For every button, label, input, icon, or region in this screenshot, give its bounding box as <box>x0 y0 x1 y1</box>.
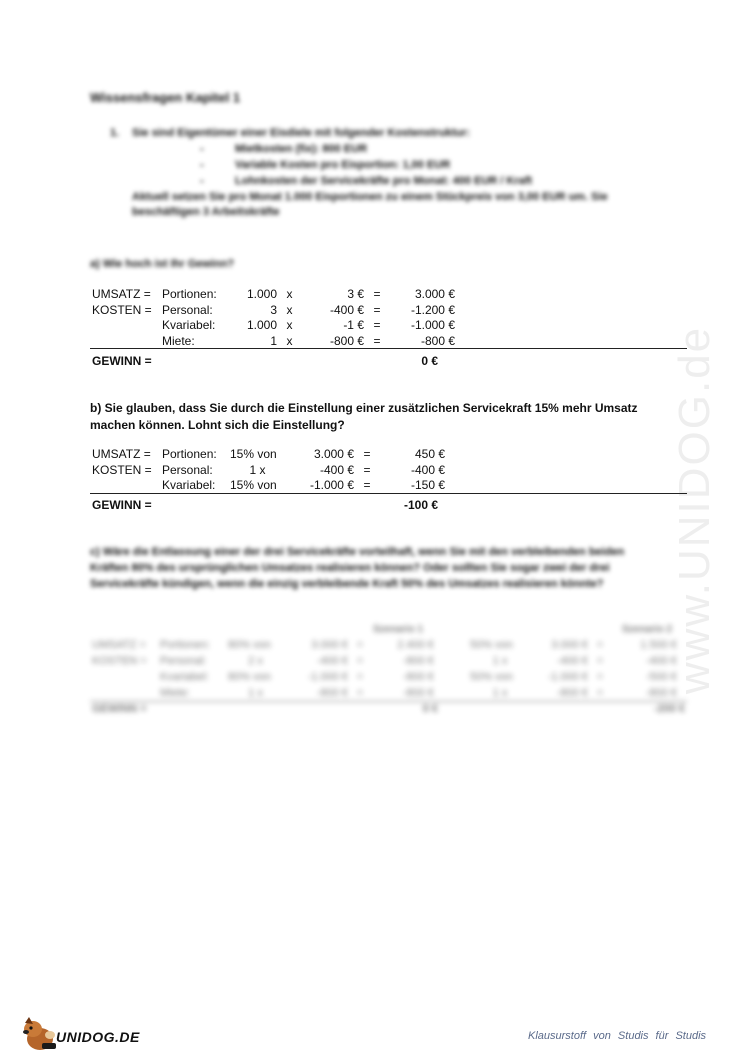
row-qty: 15% von <box>230 446 277 461</box>
row-val: -800 € <box>329 333 364 348</box>
gewinn-label: GEWINN = <box>92 354 152 368</box>
row-desc: Kvariabel: <box>160 671 209 683</box>
row-eq: = <box>356 687 364 699</box>
row-desc: Miete: <box>162 333 195 348</box>
row-desc: Personal: <box>160 655 207 667</box>
row-qty: 1.000 <box>246 286 277 301</box>
table-row <box>92 462 445 478</box>
row-res: -800 € <box>420 333 455 348</box>
question-intro: Sie sind Eigentümer einer Eisdiele mit folgender Kostenstruktur: <box>132 127 471 139</box>
row-op: x <box>286 318 293 333</box>
table-row <box>92 477 445 493</box>
row-qty: 1 x <box>248 687 263 699</box>
row-qty: 1 x <box>492 687 508 699</box>
logo-text: UNIDOG.DE <box>56 1029 140 1045</box>
row-val: -800 € <box>556 687 588 699</box>
gewinn-value-2: -200 € <box>653 703 685 715</box>
row-qty: 50% von <box>470 671 513 683</box>
row-val: 3.000 € <box>313 446 354 461</box>
row-val: -1.000 € <box>309 478 354 493</box>
row-eq: = <box>373 302 381 317</box>
gewinn-value-1: 0 € <box>422 703 438 715</box>
row-res: -800 € <box>645 687 677 699</box>
row-eq: = <box>596 687 604 699</box>
row-res: 2.400 € <box>397 639 434 651</box>
page-title: Wissensfragen Kapitel 1 <box>90 90 241 105</box>
spacer <box>434 669 470 685</box>
gewinn-value: -100 € <box>403 498 438 512</box>
table-row <box>92 637 677 653</box>
dash: - <box>200 143 204 155</box>
row-qty: 80% von <box>228 639 271 651</box>
table-row <box>92 317 455 333</box>
row-val: 3.000 € <box>311 639 348 651</box>
row-res: -800 € <box>402 671 434 683</box>
row-eq: = <box>356 655 364 667</box>
row-res: 450 € <box>414 446 445 461</box>
dash: - <box>200 175 204 187</box>
row-val: -400 € <box>319 462 354 477</box>
row-val: -800 € <box>316 687 348 699</box>
row-desc: Kvariabel: <box>162 318 216 333</box>
row-val: -400 € <box>316 655 348 667</box>
table-row <box>92 333 455 349</box>
row-res: -1.000 € <box>410 318 455 333</box>
row-eq: = <box>356 639 364 651</box>
spacer <box>434 685 470 701</box>
question-b: b) Sie glauben, dass Sie durch die Einstellung einer zusätzlichen Servicekraft 15% mehr Umsatz machen können. Lohnt sich die Einstellung? <box>90 401 638 432</box>
dash: - <box>200 159 204 171</box>
row-eq: = <box>373 333 381 348</box>
row-eq: = <box>363 462 371 477</box>
row-label: UMSATZ = <box>92 446 151 461</box>
row-desc: Portionen: <box>162 446 217 461</box>
row-eq: = <box>363 478 371 493</box>
sum-rule <box>90 701 687 702</box>
cost-item-text: Lohnkosten der Servicekräfte pro Monat: 400 EUR / Kraft <box>235 175 533 187</box>
row-res: -400 € <box>645 655 677 667</box>
question-c: c) Wäre die Entlassung einer der drei Servicekräfte vorteilhaft, wenn Sie mit den verbleibenden beiden Kräften 80% des ursprünglichen Umsatzes realisieren können? Oder sollten Sie sogar zwei der drei Servicekräfte kündigen, wenn die einzig verbleibende Kraft 50% des Umsatzes realisieren könnte? <box>90 546 625 590</box>
row-label: KOSTEN = <box>92 655 147 667</box>
table-row <box>92 302 455 318</box>
row-label <box>92 477 162 493</box>
row-res: -500 € <box>645 671 677 683</box>
row-qty: 15% von <box>230 478 277 493</box>
row-label: KOSTEN = <box>92 462 152 477</box>
row-val: 3.000 € <box>551 639 588 651</box>
row-qty: 50% von <box>470 639 513 651</box>
row-desc: Portionen: <box>162 286 217 301</box>
row-label <box>92 317 162 333</box>
row-eq: = <box>373 318 381 333</box>
question-number: 1. <box>110 127 120 139</box>
gewinn-value: 0 € <box>421 354 438 368</box>
dog-mascot-icon <box>20 1015 60 1053</box>
scenario-2-header: Szenario 2 <box>622 624 673 635</box>
row-desc: Personal: <box>162 462 213 477</box>
row-label: UMSATZ = <box>92 639 146 651</box>
row-label <box>92 685 160 701</box>
cost-item-text: Variable Kosten pro Eisportion: 1,00 EUR <box>235 159 451 171</box>
gewinn-label: GEWINN = <box>92 498 152 512</box>
spacer <box>434 653 470 669</box>
row-label: UMSATZ = <box>92 286 151 301</box>
unidog-logo <box>20 1015 155 1053</box>
row-val: -1.000 € <box>307 671 348 683</box>
cost-item-text: Mietkosten (fix): 800 EUR <box>235 143 368 155</box>
row-res: 1.500 € <box>640 639 677 651</box>
table-row <box>92 286 455 302</box>
row-val: -1 € <box>343 318 364 333</box>
row-eq: = <box>596 639 604 651</box>
row-res: -400 € <box>410 462 445 477</box>
gewinn-label: GEWINN = <box>92 703 147 715</box>
row-eq: = <box>596 655 604 667</box>
calc-table-b <box>92 446 445 493</box>
row-qty: 1 <box>270 333 277 348</box>
question-a: a) Wie hoch ist Ihr Gewinn? <box>90 258 235 270</box>
row-res: -150 € <box>410 478 445 493</box>
table-row <box>92 446 445 462</box>
row-label <box>92 333 162 349</box>
sum-rule <box>90 348 687 349</box>
row-label <box>92 669 160 685</box>
calc-table-a <box>92 286 455 349</box>
row-val: -400 € <box>329 302 364 317</box>
row-desc: Kvariabel: <box>162 478 216 493</box>
row-qty: 2 x <box>248 655 263 667</box>
table-row <box>92 685 677 701</box>
row-eq: = <box>373 286 381 301</box>
row-desc: Portionen: <box>160 639 211 651</box>
row-res: 3.000 € <box>414 286 455 301</box>
row-qty: 1.000 <box>246 318 277 333</box>
row-qty: 1 x <box>492 655 508 667</box>
watermark-text: www.UNIDOG.de <box>670 325 719 695</box>
row-res: -800 € <box>402 687 434 699</box>
row-val: -400 € <box>556 655 588 667</box>
row-eq: = <box>596 671 604 683</box>
row-desc: Miete: <box>160 687 190 699</box>
row-op: x <box>286 302 293 317</box>
row-qty: 80% von <box>228 671 271 683</box>
row-eq: = <box>356 671 364 683</box>
row-op: x <box>286 333 293 348</box>
row-label: KOSTEN = <box>92 302 152 317</box>
table-row <box>92 653 677 669</box>
sum-rule <box>90 493 687 494</box>
row-qty: 3 <box>270 302 277 317</box>
row-qty: 1 x <box>249 462 266 477</box>
calc-table-c <box>92 637 677 701</box>
row-op: x <box>286 286 293 301</box>
row-val: -1.000 € <box>547 671 588 683</box>
row-eq: = <box>363 446 371 461</box>
question-tail: Aktuell setzen Sie pro Monat 1.000 Eisportionen zu einem Stückpreis von 3,00 EUR um. Sie beschäftigen 3 Arbeitskräfte <box>132 191 608 218</box>
row-desc: Personal: <box>162 302 213 317</box>
spacer <box>434 637 470 653</box>
row-res: -800 € <box>402 655 434 667</box>
row-val: 3 € <box>347 286 364 301</box>
scenario-1-header: Szenario 1 <box>373 624 424 635</box>
table-row <box>92 669 677 685</box>
footer-slogan: Klausurstoff von Studis für Studis <box>528 1030 707 1042</box>
row-res: -1.200 € <box>410 302 455 317</box>
